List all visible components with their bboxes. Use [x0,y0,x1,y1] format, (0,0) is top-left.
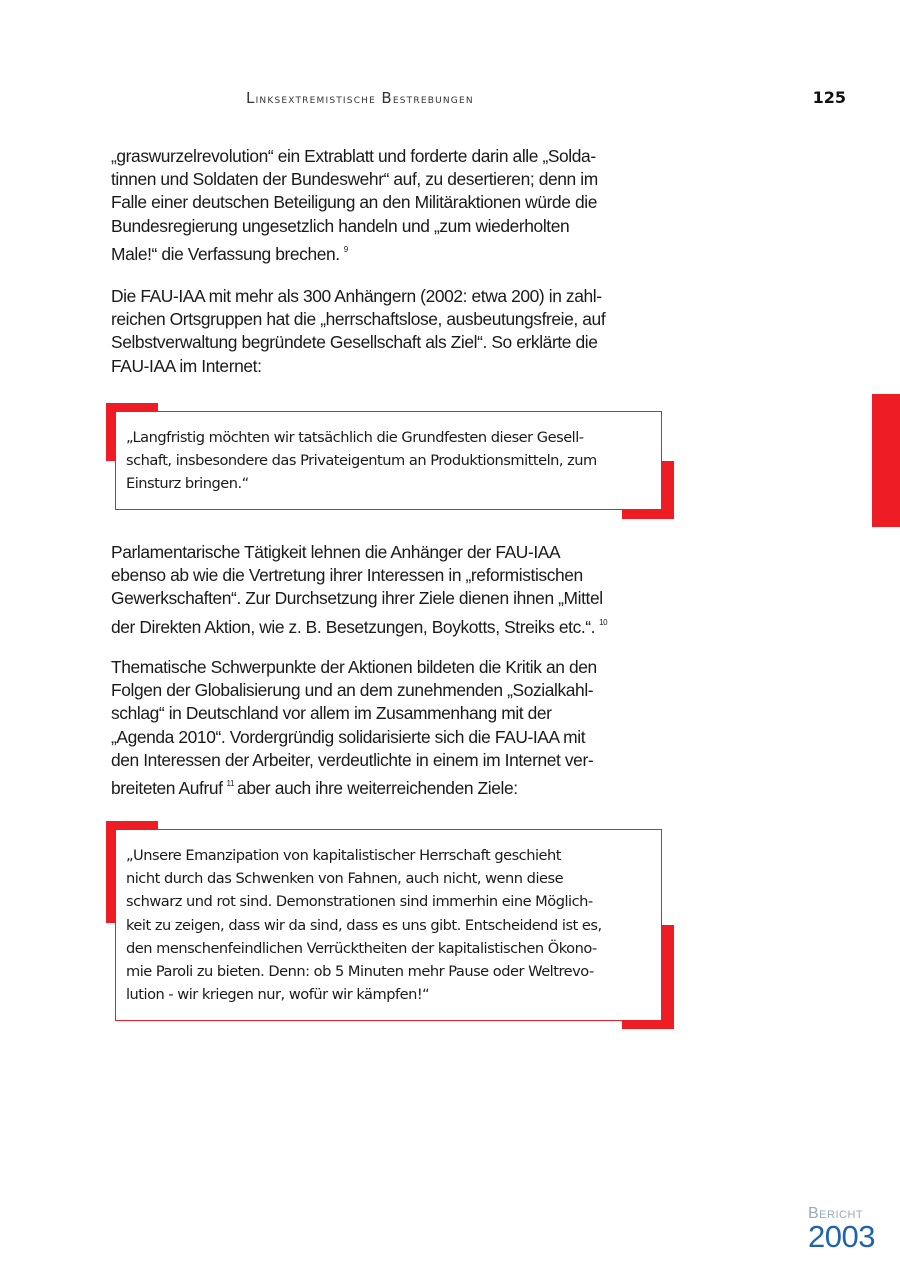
footnote-ref: 11 [226,779,235,789]
text-line: Thematische Schwerpunkte der Aktionen bildeten die Kritik an den [111,657,597,677]
logo-word: Bericht [808,1205,864,1222]
quote-line: Einsturz bringen.“ [126,475,249,493]
paragraph-3 [111,541,686,639]
paragraph-4 [111,656,686,800]
text-line: reichen Ortsgruppen hat die „herrschaftslose, ausbeutungsfreie, auf [111,309,606,330]
text-line: Falle einer deutschen Beteiligung an den Militäraktionen würde die [111,192,597,213]
quote-line: „Langfristig möchten wir tatsächlich die Grundfesten dieser Gesell- [126,429,584,446]
text-line: Bundesregierung ungesetzlich handeln und „zum wiederholten [111,215,570,236]
chapter-tab-marker [872,394,900,527]
text-line: Die FAU-IAA mit mehr als 300 Anhängern (2002: etwa 200) in zahl- [111,286,602,306]
footnote-ref: 10 [599,617,608,627]
text-line: breiteten Aufruf $^{11}$ aber auch ihre weiterreichenden Ziele: [111,778,518,799]
running-header: Linksextremistische Bestrebungen [246,89,474,107]
logo-year: 2003 [808,1219,875,1254]
quote-line: lution - wir kriegen nur, wofür wir kämpfen!“ [126,986,430,1004]
text-line: Selbstverwaltung begründete Gesellschaft als Ziel“. So erklärte die [111,332,598,353]
text-line: schlag“ in Deutschland vor allem im Zusammenhang mit der [111,703,552,724]
text-line: FAU-IAA im Internet: [111,355,262,376]
quote-line: den menschenfeindlichen Verrücktheiten der kapitalistischen Ökono- [126,939,597,957]
quote-box [115,411,662,510]
quote-line: keit zu zeigen, dass wir da sind, dass es uns gibt. Entscheidend ist es, [126,916,602,934]
text-line: „graswurzelrevolution“ ein Extrablatt und forderte darin alle „Solda- [111,146,596,166]
quote-line: „Unsere Emanzipation von kapitalistischer Herrschaft geschieht [126,847,561,864]
paragraph-1 [111,145,686,266]
text-line: Male!“ die Verfassung brechen. $^9$ [111,243,348,264]
page-number: 125 [812,88,846,107]
report-logo [808,1206,880,1252]
quote-line: nicht durch das Schwenken von Fahnen, auch nicht, wenn diese [126,870,564,888]
text-line: Folgen der Globalisierung und an dem zunehmenden „Sozialkahl- [111,680,594,701]
text-line: „Agenda 2010“. Vordergründig solidarisierte sich die FAU-IAA mit [111,726,586,747]
text-line: Parlamentarische Tätigkeit lehnen die Anhänger der FAU-IAA [111,542,561,562]
text-line: ebenso ab wie die Vertretung ihrer Interessen in „reformistischen [111,565,583,586]
footnote-ref: 9 [343,244,348,254]
text-line: Gewerkschaften“. Zur Durchsetzung ihrer Ziele dienen ihnen „Mittel [111,588,603,609]
quote-line: schaft, insbesondere das Privateigentum an Produktionsmitteln, zum [126,452,597,470]
quote-box [115,829,662,1021]
quote-line: mie Paroli zu bieten. Denn: ob 5 Minuten mehr Pause oder Weltrevo- [126,963,594,981]
text-line: den Interessen der Arbeiter, verdeutlichte in einem im Internet ver- [111,749,594,770]
text-line: tinnen und Soldaten der Bundeswehr“ auf, zu desertieren; denn im [111,169,598,190]
quote-line: schwarz und rot sind. Demonstrationen sind immerhin eine Möglich- [126,893,593,911]
paragraph-2 [111,285,686,378]
text-line: der Direkten Aktion, wie z. B. Besetzungen, Boykotts, Streiks etc.“. $^{10}$ [111,616,608,637]
